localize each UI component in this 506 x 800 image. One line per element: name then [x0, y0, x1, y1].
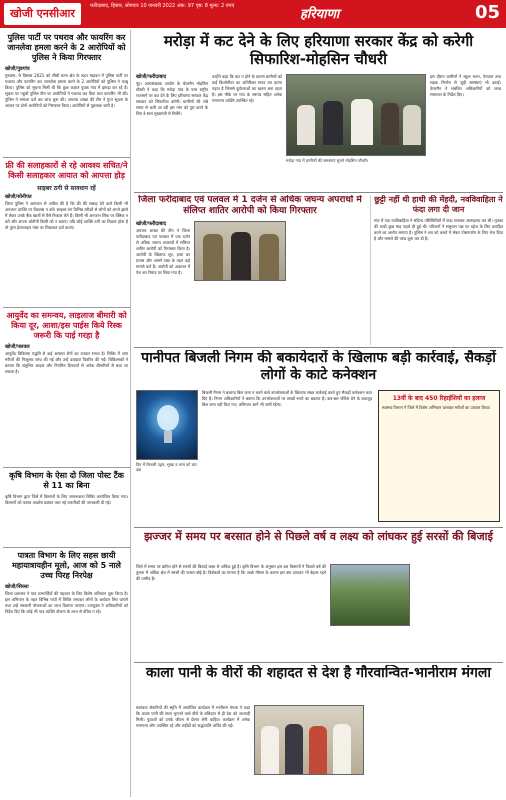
photo-caption: दिन में बिजली उद्गम, सुबह व शाम को चार दक्ष — [136, 462, 197, 472]
story-body: नूंह। अल्पसंख्यक आयोग के चेयरमैन मोहसिन चौधरी ने कहा कि मरोड़ा गांव के पास राष्ट्रीय राजमार्ग पर कट देने के लिए हरियाणा सरकार केंद्र सरकार को सिफारिश करेगी। ग्रामीणों की लंबे समय से चली आ रही इस मांग को पूरा करने के लिए वे स्वयं मुख्यमंत्री से मिलेंगे। — [136, 81, 208, 116]
divider — [134, 662, 503, 663]
story-body: जिले में समय पर बारिश होने से सरसों की बिजाई लक्ष्य से अधिक हुई है। कृषि विभाग के अनुसार इस बार किसानों ने पिछले वर्ष की तुलना में अधिक क्षेत्र में सरसों की फसल बोई है। विशेषज्ञों का मानना है कि अच्छे मौसम के कारण इस बार उत्पादन भी बेहतर रहने की उम्मीद है। — [136, 564, 326, 581]
divider — [134, 192, 503, 193]
electricity-photo — [136, 390, 198, 460]
event-photo — [254, 705, 364, 775]
story-headline: पात्रता विभाग के लिए सहस छायी महायात्रायहीन मूलो, आज को 5 नाले उच्च पिरह निरपेक्ष — [12, 551, 121, 580]
story-headline: आयुर्वेद का समन्वय, लाइलाज बीमारी को किया दूर, आशा/इस पाईस किये रिस्क जरूरी कि पाई गरहा है — [6, 311, 127, 340]
divider — [134, 527, 503, 528]
story-byline: खोजी/फरीदाबाद — [136, 221, 167, 227]
main-area — [134, 30, 503, 797]
edition-info: फरीदाबाद, हिसार, सोमवार 10 जनवरी 2022 अंक: 97 पृष्ठ: 8 मूल्य: 2 रुपए — [90, 3, 235, 9]
story-byline: खोजी/फरीदाबाद — [136, 74, 167, 80]
side-box-body: स्वास्थ्य विभाग ने जिले में विशेष अभियान चलाकर मरीजों का उपचार किया। — [382, 405, 491, 410]
story-side-body: इस दौरान ग्रामीणों ने स्कूल भवन, पेयजल तथा सड़क निर्माण से जुड़ी समस्याएं भी उठाईं। चेयरमैन ने संबंधित अधिकारियों को जल्द समाधान के निर्देश दिए। — [430, 74, 501, 97]
story-kala-pani — [134, 665, 503, 797]
left-column — [3, 30, 131, 797]
section-title: हरियाणा — [300, 7, 340, 22]
story-byline: खोजी/सोनीपत — [5, 194, 32, 200]
story-body: बिजली निगम ने बकाया बिल जमा न करने वाले उपभोक्ताओं के खिलाफ सख्त कार्रवाई करते हुए सैकड़ों कनेक्शन काट दिए हैं। निगम अधिकारियों ने बताया कि उपभोक्ताओं पर लाखों रुपये का बकाया है। बार-बार नोटिस देने के बावजूद बिल जमा नहीं किए गए। अभियान आगे भी जारी रहेगा। — [202, 390, 372, 407]
story-ayurveda — [3, 308, 130, 468]
story-body: कृषि विभाग द्वारा जिले में किसानों के लिए जागरूकता शिविर आयोजित किया गया। किसानों को फसल अवशेष प्रबंधन तथा नई तकनीकों की जानकारी दी गई। — [5, 494, 128, 505]
side-box-title: 13वीं के बाद 450 रिहाईशियों का इलाज — [392, 395, 486, 402]
story-mustard-sowing — [134, 530, 503, 660]
news-photo — [286, 74, 426, 156]
page-number: 05 — [474, 2, 500, 23]
story-body-continued: उन्होंने कहा कि कट न होने के कारण ग्रामीणों को कई किलोमीटर का अतिरिक्त सफर तय करना पड़ता है जिससे दुर्घटनाओं का खतरा बना रहता है। इस मौके पर गांव के सरपंच सहित अनेक गणमान्य व्यक्ति उपस्थित रहे। — [212, 74, 282, 103]
side-box — [378, 390, 500, 522]
story-marora-cut — [134, 30, 503, 190]
news-photo — [194, 221, 286, 281]
story-eligibility — [3, 548, 130, 788]
story-agriculture — [3, 468, 130, 548]
story-newlywed — [370, 195, 503, 345]
story-subheadline: साइबर ठगी से सावधान रहें — [37, 185, 96, 192]
story-byline: खोजी/पलवल — [5, 344, 30, 350]
masthead — [0, 0, 506, 28]
story-headline: पानीपत बिजली निगम की बकायेदारों के खिलाफ बड़ी कार्रवाई, सैकड़ों लोगों के काटे कनेक्शन — [141, 350, 496, 383]
photo-caption: मरोड़ा गांव में ग्रामीणों की समस्याएं सुनते मोहसिन चौधरी। — [286, 158, 369, 163]
field-photo — [330, 564, 410, 626]
story-headline: झज्जर में समय पर बरसात होने से पिछले वर्ष व लक्ष्य को लांघकर हुई सरसों की बिजाई — [144, 530, 493, 543]
story-body: आयुर्वेद चिकित्सा पद्धति से कई असाध्य रोगों का उपचार संभव है। शिविर में आए मरीजों की निःशुल्क जांच की गई और उन्हें दवाइयां वितरित की गईं। चिकित्सकों ने बताया कि संतुलित आहार और नियमित दिनचर्या से अनेक बीमारियों से बचा जा सकता है। — [5, 351, 128, 374]
story-headline: मरोड़ा में कट देने के लिए हरियाणा सरकार केंद्र को करेगी सिफारिश-मोहसिन चौधरी — [163, 32, 474, 68]
story-headline: कृषि विभाग के ऐसा दो जिला पोस्ट टैंक से 11 का बिना — [9, 471, 124, 490]
story-body: जिला प्रशासन ने पात्र लाभार्थियों की पहचान के लिए विशेष अभियान शुरू किया है। इस अभियान के तहत विभिन्न गांवों में शिविर लगाकर लोगों के आवेदन लिए जाएंगे तथा उन्हें सरकारी योजनाओं का लाभ दिलाया जाएगा। उपायुक्त ने अधिकारियों को निर्देश दिए कि कोई भी पात्र व्यक्ति योजना के लाभ से वंचित न रहे। — [5, 591, 128, 614]
story-police-attack — [3, 30, 130, 158]
story-body: अपराध शाखा की टीम ने जिला फरीदाबाद एवं पलवल में एक दर्जन से अधिक जघन्य अपराधों में संलिप्त शातिर आरोपी को गिरफ्तार किया है। आरोपी के खिलाफ लूट, हत्या का प्रयास और आर्म्स एक्ट के तहत कई मामले दर्ज हैं। आरोपी को अदालत में पेश कर रिमांड पर लिया गया है। — [136, 228, 190, 275]
story-body: स्वतंत्रता सेनानियों की स्मृति में आयोजित कार्यक्रम में भानीराम मंगला ने कहा कि काला पानी की सजा भुगतने वाले वीरों के बलिदान से ही देश को आजादी मिली। युवाओं को उनके जीवन से प्रेरणा लेनी चाहिए। कार्यक्रम में अनेक गणमान्य लोग उपस्थित रहे और शहीदों को श्रद्धांजलि अर्पित की गई। — [136, 705, 250, 728]
story-headline: काला पानी के वीरों की शहादत से देश है गौरवान्वित-भानीराम मंगला — [146, 665, 491, 681]
story-byline: खोजी/गुडगांव — [5, 66, 30, 72]
divider — [134, 347, 503, 348]
story-headline: पुलिस पार्टी पर पथराव और फायरिंग कर जानलेवा हमला करने के 2 आरोपियों को पुलिस ने किया गिरफ्तार — [7, 33, 126, 62]
story-criminal-arrest — [134, 195, 366, 345]
newspaper-logo: खोजी एनसीआर — [4, 3, 81, 25]
story-body: जिला पुलिस ने आमजन से अपील की है कि फ्री की सलाह देने वाले किसी भी अनजान व्यक्ति पर विश्वास न करें। साइबर ठग विभिन्न तरीकों से लोगों को अपने झांसे में लेकर उनके बैंक खातों से पैसे निकाल लेते हैं। किसी भी अनजान लिंक पर क्लिक न करें और अपना ओटीपी किसी को न बताएं। यदि कोई व्यक्ति ठगी का शिकार होता है तो तुरंत हेल्पलाइन नंबर पर शिकायत दर्ज कराएं। — [5, 201, 128, 230]
story-byline: खोजी/सिरसा — [5, 584, 29, 590]
story-body: गांव में एक नवविवाहिता ने संदिग्ध परिस्थितियों में फंदा लगाकर आत्महत्या कर ली। मृतका की शादी कुछ माह पहले ही हुई थी। परिजनों ने ससुराल पक्ष पर दहेज के लिए प्रताड़ित करने का आरोप लगाया है। पुलिस ने शव को कब्जे में लेकर पोस्टमार्टम के लिए भेज दिया है और मामले की जांच शुरू कर दी है। — [374, 218, 503, 241]
story-headline: छुट्टी नहीं थी हाथी की मेंहदी, नवविवाहिता ने फंदा लगा दी जान — [374, 195, 503, 214]
story-cyber — [3, 158, 130, 308]
story-headline: जिला फरीदाबाद एवं पलवल मे 1 दर्जन से अधिक जघन्य अपराधों मे संलिप्त शातिर आरोपी को किया गिरफ्तार — [138, 195, 362, 216]
story-headline: फ्री की सलाहकारों से रहे आवश्य सचित/ने किसी सलाहकार आयात को आपत्ता होड़ — [5, 161, 128, 180]
story-body: गुरुग्राम, 9 दिसंबर 2021 को सीधी थाना क्षेत्र के तहत महावत में पुलिस पार्टी पर पथराव और फायरिंग कर जानलेवा हमला करने के 2 आरोपियों को पुलिस ने काबू किया। पुलिस को सूचना मिली थी कि कुछ अज्ञात युवक गांव में झगड़ा कर रहे हैं। सूचना पर पहुंची पुलिस टीम पर आरोपियों ने पथराव कर दिया तथा फायरिंग भी की। पुलिस ने मामला दर्ज कर जांच शुरू की। अपराध शाखा की टीम ने गुप्त सूचना के आधार पर दोनों आरोपियों को गिरफ्तार किया। आरोपियों से पूछताछ जारी है। — [5, 73, 128, 108]
